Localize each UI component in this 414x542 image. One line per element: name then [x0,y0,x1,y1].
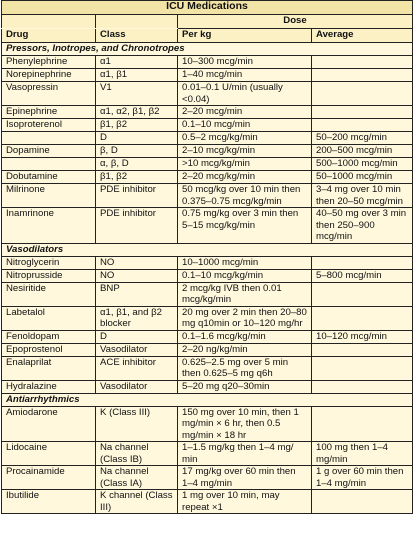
class-cell: Na channel (Class IA) [96,466,178,490]
average-cell [312,406,413,442]
header-spacer-drug [2,15,96,29]
drug-cell: Procainamide [2,466,96,490]
average-cell: 100 mg then 1–4 mg/min [312,442,413,466]
table-row [2,356,413,380]
per-kg-cell: 0.01–0.1 U/min (usually <0.04) [178,82,312,106]
per-kg-cell: 2–20 mcg/min [178,106,312,119]
section-title: Antiarrhythmics [2,393,413,406]
drug-cell: Nitroglycerin [2,256,96,269]
average-cell: 1 g over 60 min then 1–4 mg/min [312,466,413,490]
table-row [2,442,413,466]
class-cell: α1, β1 [96,69,178,82]
class-cell: V1 [96,82,178,106]
table-row [2,406,413,442]
header-class: Class [96,29,178,43]
average-cell: 10–120 mcg/min [312,330,413,343]
per-kg-cell: 0.625–2.5 mg over 5 min then 0.625–5 mg q6h [178,356,312,380]
drug-cell: Fenoldopam [2,330,96,343]
section-title: Pressors, Inotropes, and Chronotropes [2,43,413,56]
class-cell: α1, α2, β1, β2 [96,106,178,119]
table-row [2,184,413,208]
drug-cell: Milrinone [2,184,96,208]
class-cell: K channel (Class III) [96,490,178,514]
icu-medications-table [1,0,413,514]
table-row [2,82,413,106]
drug-cell: Dobutamine [2,171,96,184]
per-kg-cell: >10 mcg/kg/min [178,158,312,171]
average-cell: 50–1000 mcg/min [312,171,413,184]
class-cell: D [96,132,178,145]
table-row [2,158,413,171]
class-cell: β, D [96,145,178,158]
table-row [2,56,413,69]
header-row-1 [2,15,413,29]
per-kg-cell: 20 mg over 2 min then 20–80 mg q10min or 10–120 mg/hr [178,306,312,330]
per-kg-cell: 10–1000 mcg/min [178,256,312,269]
class-cell: ACE inhibitor [96,356,178,380]
average-cell [312,56,413,69]
average-cell: 50–200 mcg/min [312,132,413,145]
table-row [2,306,413,330]
header-row-2 [2,29,413,43]
section-row [2,393,413,406]
average-cell: 500–1000 mcg/min [312,158,413,171]
drug-cell: Nesiritide [2,282,96,306]
average-cell: 200–500 mcg/min [312,145,413,158]
class-cell: NO [96,256,178,269]
drug-cell: Phenylephrine [2,56,96,69]
per-kg-cell: 0.75 mg/kg over 3 min then 5–15 mcg/kg/min [178,208,312,244]
header-per-kg: Per kg [178,29,312,43]
per-kg-cell: 5–20 mg q20–30min [178,380,312,393]
table-row [2,106,413,119]
class-cell: PDE inhibitor [96,184,178,208]
per-kg-cell: 2–20 ng/kg/min [178,343,312,356]
header-average: Average [312,29,413,43]
class-cell: Na channel (Class IB) [96,442,178,466]
drug-cell: Isoproterenol [2,119,96,132]
drug-cell: Hydralazine [2,380,96,393]
per-kg-cell: 0.1–1.6 mcg/kg/min [178,330,312,343]
per-kg-cell: 150 mg over 10 min, then 1 mg/min × 6 hr, then 0.5 mg/min × 18 hr [178,406,312,442]
drug-cell: Vasopressin [2,82,96,106]
table-row [2,343,413,356]
header-spacer-class [96,15,178,29]
class-cell: K (Class III) [96,406,178,442]
drug-cell: Nitroprusside [2,269,96,282]
drug-cell: Labetalol [2,306,96,330]
per-kg-cell: 2 mcg/kg IVB then 0.01 mcg/kg/min [178,282,312,306]
section-title: Vasodilators [2,243,413,256]
class-cell: β1, β2 [96,119,178,132]
drug-cell: Lidocaine [2,442,96,466]
icu-medications-table-container [1,0,412,514]
drug-cell: Norepinephrine [2,69,96,82]
class-cell: Vasodilator [96,380,178,393]
table-row [2,380,413,393]
table-row [2,132,413,145]
drug-cell [2,158,96,171]
average-cell: 40–50 mg over 3 min then 250–900 mcg/min [312,208,413,244]
drug-cell: Epinephrine [2,106,96,119]
class-cell: PDE inhibitor [96,208,178,244]
average-cell [312,69,413,82]
table-row [2,490,413,514]
table-row [2,145,413,158]
table-row [2,119,413,132]
per-kg-cell: 2–20 mcg/kg/min [178,171,312,184]
table-row [2,69,413,82]
average-cell [312,306,413,330]
per-kg-cell: 2–10 mcg/kg/min [178,145,312,158]
drug-cell [2,132,96,145]
drug-cell: Ibutilide [2,490,96,514]
average-cell [312,119,413,132]
drug-cell: Dopamine [2,145,96,158]
per-kg-cell: 17 mg/kg over 60 min then 1–4 mg/min [178,466,312,490]
table-row [2,208,413,244]
average-cell [312,106,413,119]
table-body [2,1,413,514]
average-cell: 5–800 mcg/min [312,269,413,282]
header-drug: Drug [2,29,96,43]
table-row [2,171,413,184]
per-kg-cell: 10–300 mcg/min [178,56,312,69]
class-cell: β1, β2 [96,171,178,184]
table-row [2,282,413,306]
average-cell [312,256,413,269]
per-kg-cell: 1–40 mcg/min [178,69,312,82]
average-cell [312,356,413,380]
header-dose: Dose [178,15,413,29]
table-row [2,330,413,343]
class-cell: Vasodilator [96,343,178,356]
class-cell: BNP [96,282,178,306]
drug-cell: Enalaprilat [2,356,96,380]
average-cell [312,282,413,306]
table-row [2,256,413,269]
table-row [2,466,413,490]
per-kg-cell: 50 mcg/kg over 10 min then 0.375–0.75 mcg/kg/min [178,184,312,208]
per-kg-cell: 1 mg over 10 min, may repeat ×1 [178,490,312,514]
class-cell: D [96,330,178,343]
average-cell [312,343,413,356]
drug-cell: Amiodarone [2,406,96,442]
section-row [2,243,413,256]
per-kg-cell: 1–1.5 mg/kg then 1–4 mg/ min [178,442,312,466]
drug-cell: Inamrinone [2,208,96,244]
average-cell [312,490,413,514]
table-title-row [2,1,413,15]
table-title: ICU Medications [2,1,413,15]
class-cell: NO [96,269,178,282]
per-kg-cell: 0.1–10 mcg/min [178,119,312,132]
per-kg-cell: 0.5–2 mcg/kg/min [178,132,312,145]
section-row [2,43,413,56]
class-cell: α, β, D [96,158,178,171]
average-cell: 3–4 mg over 10 min then 20–50 mcg/min [312,184,413,208]
per-kg-cell: 0.1–10 mcg/kg/min [178,269,312,282]
average-cell [312,380,413,393]
class-cell: α1 [96,56,178,69]
average-cell [312,82,413,106]
drug-cell: Epoprostenol [2,343,96,356]
class-cell: α1, β1, and β2 blocker [96,306,178,330]
table-row [2,269,413,282]
